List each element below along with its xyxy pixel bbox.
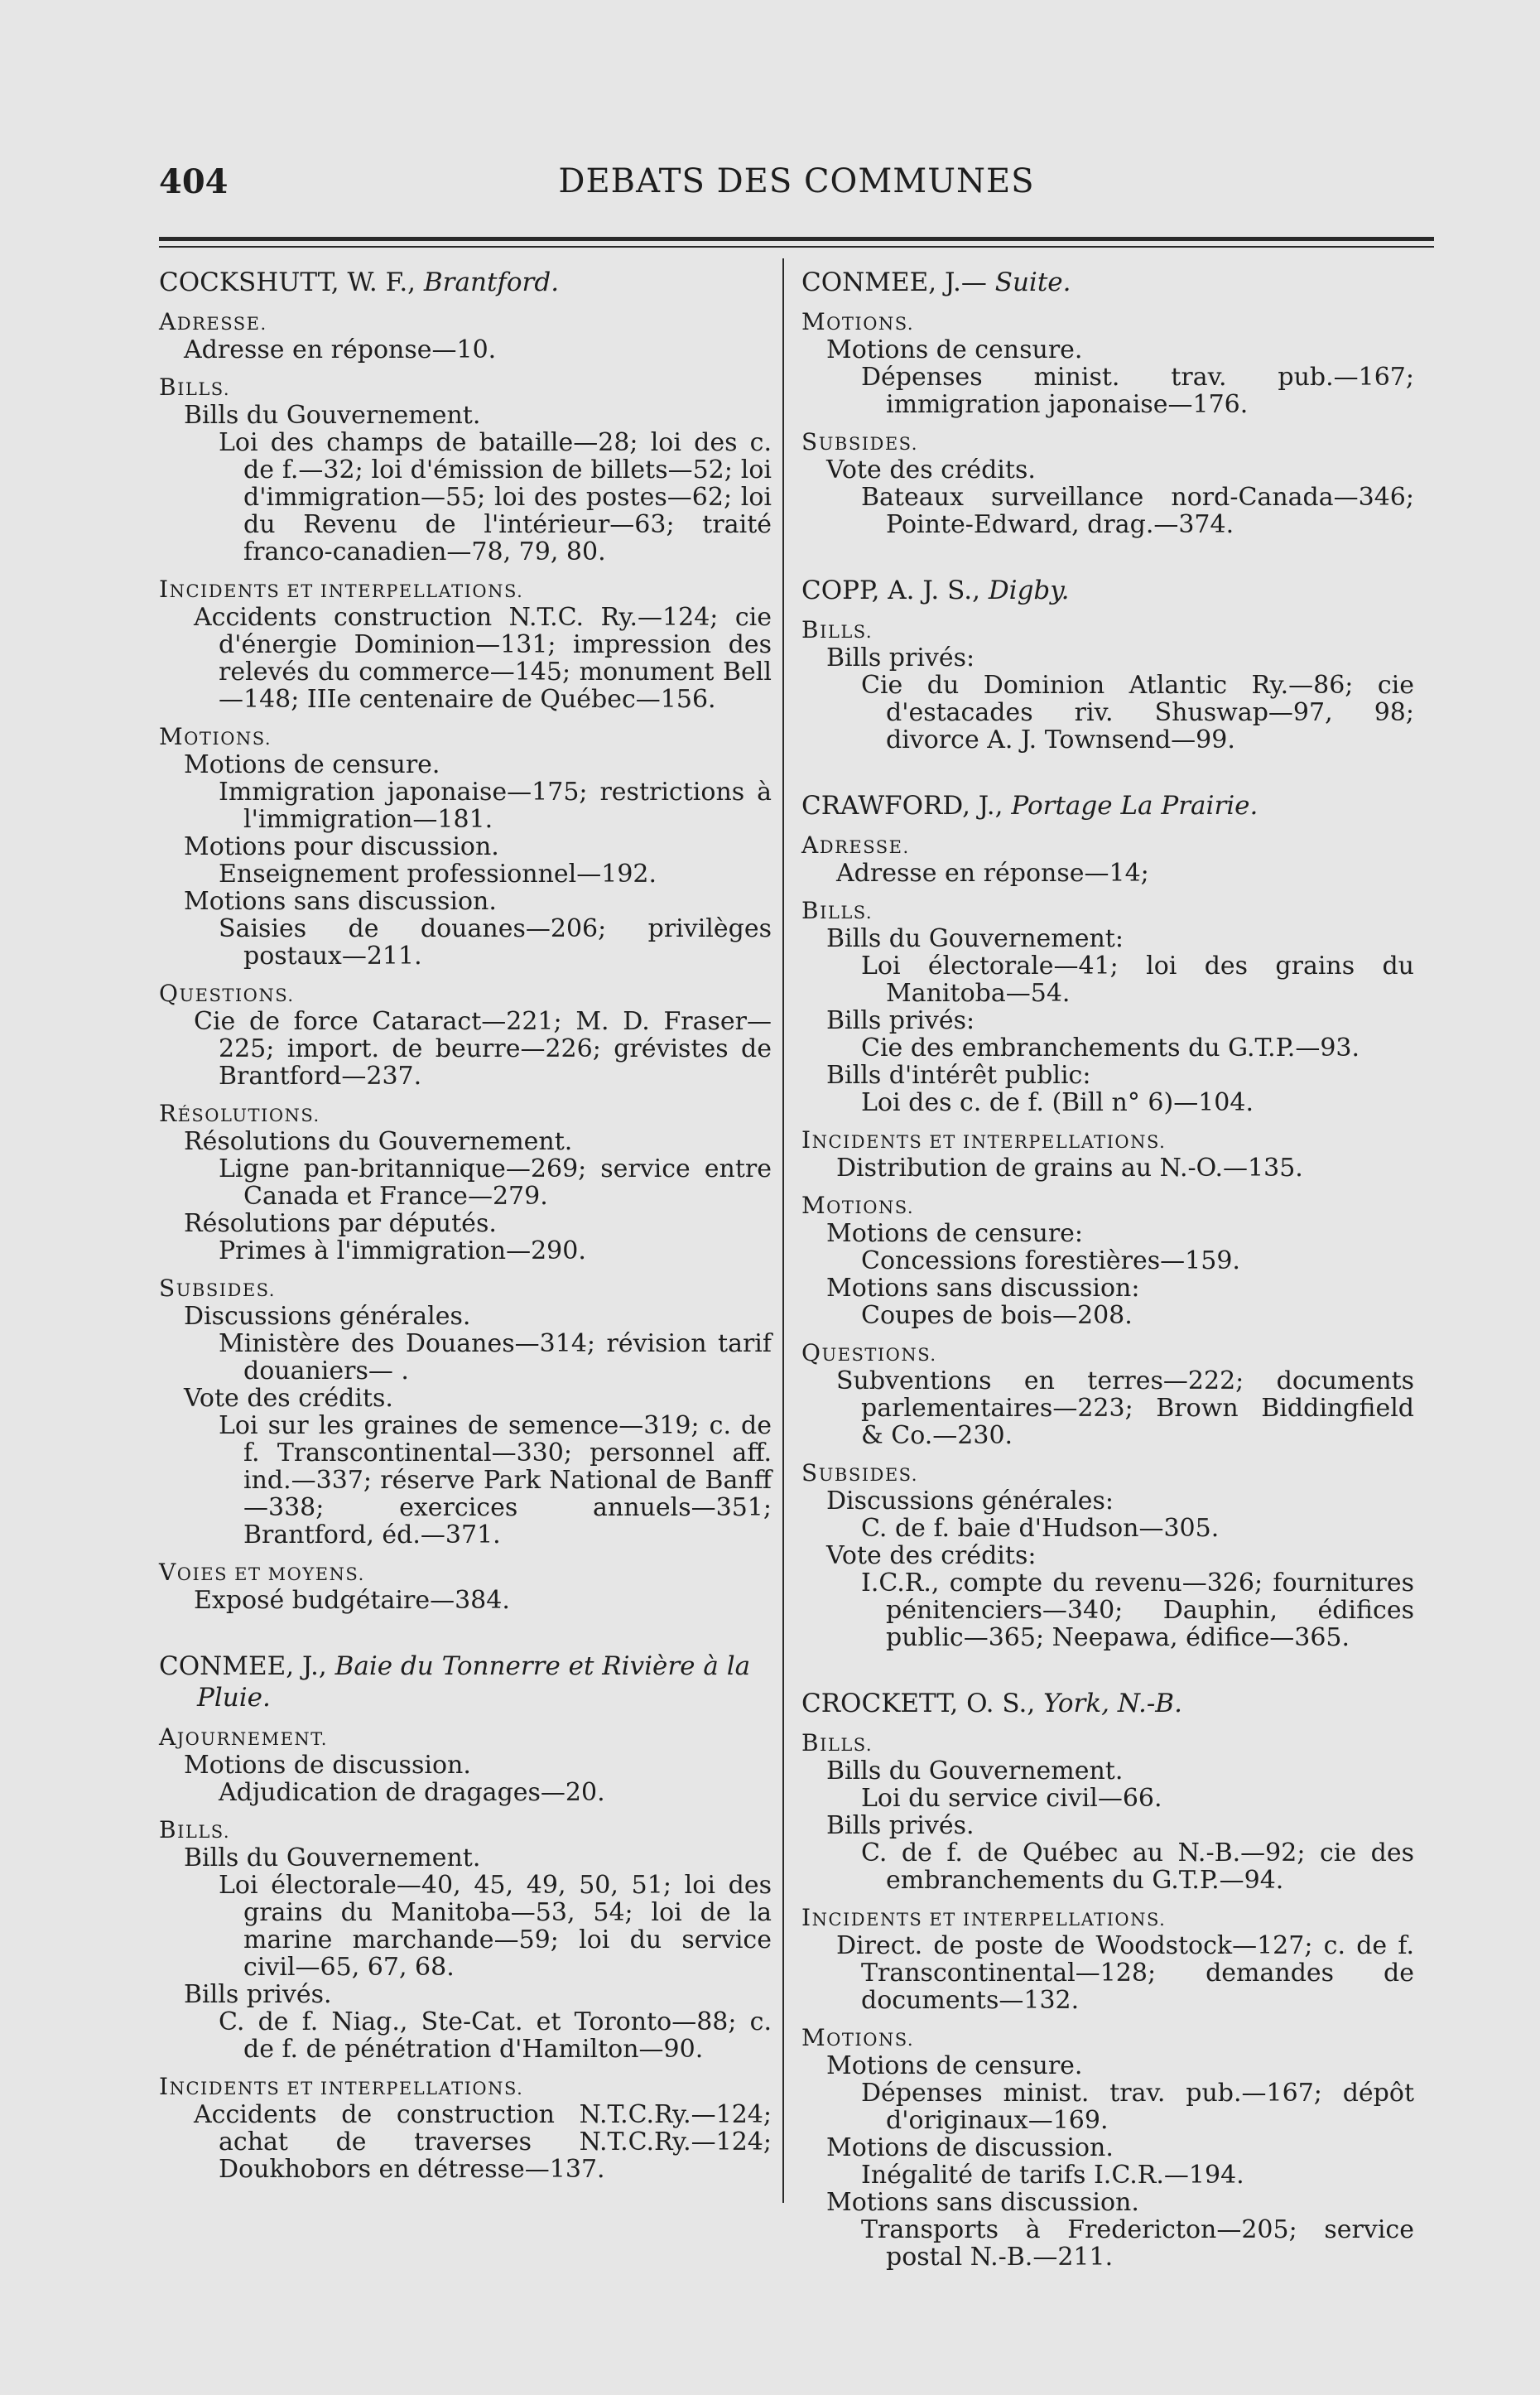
subsection-label: Bills privés. — [184, 1980, 332, 2009]
index-item: Adjudication de dragages—20. — [219, 1778, 605, 1807]
index-entry — [159, 267, 772, 1614]
member-name: CONMEE, J., — [159, 1651, 327, 1681]
subsection-label: Motions sans discussion: — [826, 1274, 1140, 1303]
index-item: C. de f. de Québec au N.-B.—92; cie des embranchements du G.T.P.—94. — [861, 1838, 1414, 1895]
section-heading: ADRESSE. — [801, 831, 910, 859]
entry-heading — [801, 575, 1414, 606]
index-entry — [159, 1650, 772, 2183]
index-item: Exposé budgétaire—384. — [194, 1586, 510, 1615]
member-name: COCKSHUTT, W. F., — [159, 267, 416, 297]
subsection-label: Bills du Gouvernement: — [826, 924, 1124, 953]
subsection-label: Motions de discussion. — [184, 1751, 471, 1780]
subsection-label: Bills d'intérêt public: — [826, 1061, 1091, 1090]
subsection-label: Bills du Gouvernement. — [184, 1843, 481, 1872]
index-item: Primes à l'immigration—290. — [219, 1236, 586, 1265]
constituency: Digby. — [988, 576, 1070, 605]
section-heading: QUESTIONS. — [801, 1339, 937, 1366]
subsection-label: Bills du Gouvernement. — [184, 401, 481, 430]
member-name: CRAWFORD, J., — [801, 791, 1003, 821]
index-item: Loi des champs de bataille—28; loi des c. de f.—32; loi d'émission de billets—52; loi d'immigration—55; loi des postes—62; loi du Revenu de l'intérieur—63; traité franco-canadien—78, 79, 80. — [219, 428, 772, 566]
index-item: C. de f. Niag., Ste-Cat. et Toronto—88; c. de f. de pénétration d'Hamilton—90. — [219, 2007, 772, 2064]
subsection-label: Motions de censure. — [826, 2051, 1083, 2080]
section-heading: BILLS. — [801, 1729, 873, 1756]
subsection-label: Vote des crédits. — [184, 1384, 393, 1413]
constituency: Baie du Tonnerre et Rivière à la Pluie. — [197, 1651, 751, 1713]
section-heading: MOTIONS. — [159, 723, 272, 750]
subsection-label: Bills privés: — [826, 1006, 975, 1035]
subsection-label: Motions sans discussion. — [826, 2188, 1139, 2217]
index-item: Coupes de bois—208. — [861, 1301, 1133, 1330]
subsection-label: Motions sans discussion. — [184, 887, 497, 916]
index-item: Concessions forestières—159. — [861, 1246, 1240, 1275]
running-title: DEBATS DES COMMUNES — [558, 162, 1035, 200]
subsection-label: Vote des crédits: — [826, 1541, 1037, 1570]
entry-heading — [801, 1688, 1414, 1719]
section-heading: BILLS. — [159, 373, 231, 401]
section-heading: AJOURNEMENT. — [159, 1723, 328, 1751]
subsection-label: Résolutions par députés. — [184, 1209, 497, 1238]
index-item: Distribution de grains au N.-O.—135. — [836, 1154, 1303, 1183]
left-column — [159, 267, 772, 2219]
section-heading: MOTIONS. — [801, 2024, 915, 2051]
index-item: I.C.R., compte du revenu—326; fournitures pénitenciers—340; Dauphin, édifices public—365; Neepawa, édifice—365. — [861, 1569, 1414, 1652]
entry-heading — [801, 267, 1414, 298]
index-item: Loi électorale—40, 45, 49, 50, 51; loi des grains du Manitoba—53, 54; loi de la marine marchande—59; loi du service civil—65, 67, 68. — [219, 1871, 772, 1982]
page-header — [159, 162, 1434, 204]
section-heading: BILLS. — [801, 616, 873, 643]
index-item: Adresse en réponse—14; — [836, 859, 1149, 888]
section-heading: BILLS. — [801, 897, 873, 924]
index-item: Accidents construction N.T.C. Ry.—124; cie d'énergie Dominion—131; impression des relevés du commerce—145; monument Bell—148; IIIe centenaire de Québec—156. — [194, 603, 772, 714]
section-heading: ADRESSE. — [159, 308, 267, 335]
index-entry — [801, 575, 1414, 754]
index-item: Cie du Dominion Atlantic Ry.—86; cie d'estacades riv. Shuswap—97, 98; divorce A. J. Townsend—99. — [861, 671, 1414, 754]
section-heading: RÉSOLUTIONS. — [159, 1100, 320, 1127]
member-name: CROCKETT, O. S., — [801, 1689, 1036, 1718]
entry-heading — [159, 267, 772, 298]
subsection-label: Motions de censure. — [184, 750, 440, 779]
index-item: Immigration japonaise—175; restrictions à l'immigration—181. — [219, 778, 772, 834]
index-item: Cie de force Cataract—221; M. D. Fraser—225; import. de beurre—226; grévistes de Brantford—237. — [194, 1007, 772, 1091]
member-name: COPP, A. J. S., — [801, 576, 980, 605]
section-heading: INCIDENTS ET INTERPELLATIONS. — [801, 1904, 1167, 1931]
section-heading: INCIDENTS ET INTERPELLATIONS. — [159, 2073, 524, 2100]
section-heading: SUBSIDES. — [801, 428, 918, 455]
index-entry — [801, 267, 1414, 538]
section-heading: VOIES ET MOYENS. — [159, 1559, 365, 1586]
index-item: Dépenses minist. trav. pub.—167; dépôt d'originaux—169. — [861, 2079, 1414, 2135]
subsection-label: Bills privés: — [826, 643, 975, 672]
constituency: Portage La Prairie. — [1011, 791, 1258, 821]
subsection-label: Bills privés. — [826, 1811, 975, 1840]
subsection-label: Motions pour discussion. — [184, 832, 499, 861]
index-entry — [801, 1688, 1414, 2271]
index-item: C. de f. baie d'Hudson—305. — [861, 1514, 1220, 1543]
index-item: Cie des embranchements du G.T.P.—93. — [861, 1034, 1360, 1063]
index-item: Subventions en terres—222; documents parlementaires—223; Brown Biddingfield & Co.—230. — [836, 1366, 1414, 1450]
section-heading: INCIDENTS ET INTERPELLATIONS. — [801, 1126, 1167, 1154]
header-rule-thick — [159, 237, 1434, 241]
index-item: Loi des c. de f. (Bill n° 6)—104. — [861, 1088, 1254, 1117]
section-heading: MOTIONS. — [801, 308, 915, 335]
subsection-label: Discussions générales. — [184, 1302, 471, 1331]
subsection-label: Motions de discussion. — [826, 2133, 1114, 2162]
section-heading: QUESTIONS. — [159, 980, 295, 1007]
subsection-label: Discussions générales: — [826, 1487, 1114, 1516]
section-heading: SUBSIDES. — [801, 1459, 918, 1487]
subsection-label: Vote des crédits. — [826, 455, 1036, 484]
index-entry — [801, 790, 1414, 1651]
constituency: Suite. — [994, 267, 1071, 297]
column-divider — [782, 258, 784, 2203]
subsection-label: Motions de censure. — [826, 335, 1083, 364]
subsection-label: Motions de censure: — [826, 1219, 1084, 1248]
section-heading: MOTIONS. — [801, 1192, 915, 1219]
index-item: Loi électorale—41; loi des grains du Manitoba—54. — [861, 952, 1414, 1008]
index-item: Loi du service civil—66. — [861, 1784, 1162, 1813]
index-item: Dépenses minist. trav. pub.—167; immigration japonaise—176. — [861, 363, 1414, 419]
section-heading: SUBSIDES. — [159, 1275, 276, 1302]
right-column — [801, 267, 1414, 2307]
index-item: Direct. de poste de Woodstock—127; c. de f. Transcontinental—128; demandes de documents—132. — [836, 1931, 1414, 2015]
subsection-label: Bills du Gouvernement. — [826, 1756, 1124, 1785]
constituency: York, N.-B. — [1043, 1689, 1182, 1718]
page-number: 404 — [159, 162, 229, 201]
section-heading: INCIDENTS ET INTERPELLATIONS. — [159, 576, 524, 603]
index-item: Bateaux surveillance nord-Canada—346; Pointe-Edward, drag.—374. — [861, 483, 1414, 539]
subsection-label: Résolutions du Gouvernement. — [184, 1127, 573, 1156]
entry-heading — [801, 790, 1414, 822]
index-item: Ministère des Douanes—314; révision tarif douaniers— . — [219, 1329, 772, 1385]
index-item: Loi sur les graines de semence—319; c. de f. Transcontinental—330; personnel aff. ind.—337; réserve Park National de Banff—338; exercices annuels—351; Brantford, éd.—371. — [219, 1411, 772, 1549]
constituency: Brantford. — [423, 267, 560, 297]
index-item: Saisies de douanes—206; privilèges postaux—211. — [219, 914, 772, 971]
member-name: CONMEE, J.— — [801, 267, 987, 297]
index-item: Transports à Fredericton—205; service postal N.-B.—211. — [861, 2215, 1414, 2272]
section-heading: BILLS. — [159, 1816, 231, 1843]
index-item: Accidents de construction N.T.C.Ry.—124; achat de traverses N.T.C.Ry.—124; Doukhobors en détresse—137. — [194, 2100, 772, 2184]
header-rule-thin — [159, 246, 1434, 248]
index-item: Enseignement professionnel—192. — [219, 860, 657, 889]
entry-heading — [159, 1650, 772, 1713]
index-item: Inégalité de tarifs I.C.R.—194. — [861, 2161, 1244, 2190]
subsection-label: Adresse en réponse—10. — [184, 335, 497, 364]
index-item: Ligne pan-britannique—269; service entre Canada et France—279. — [219, 1154, 772, 1211]
